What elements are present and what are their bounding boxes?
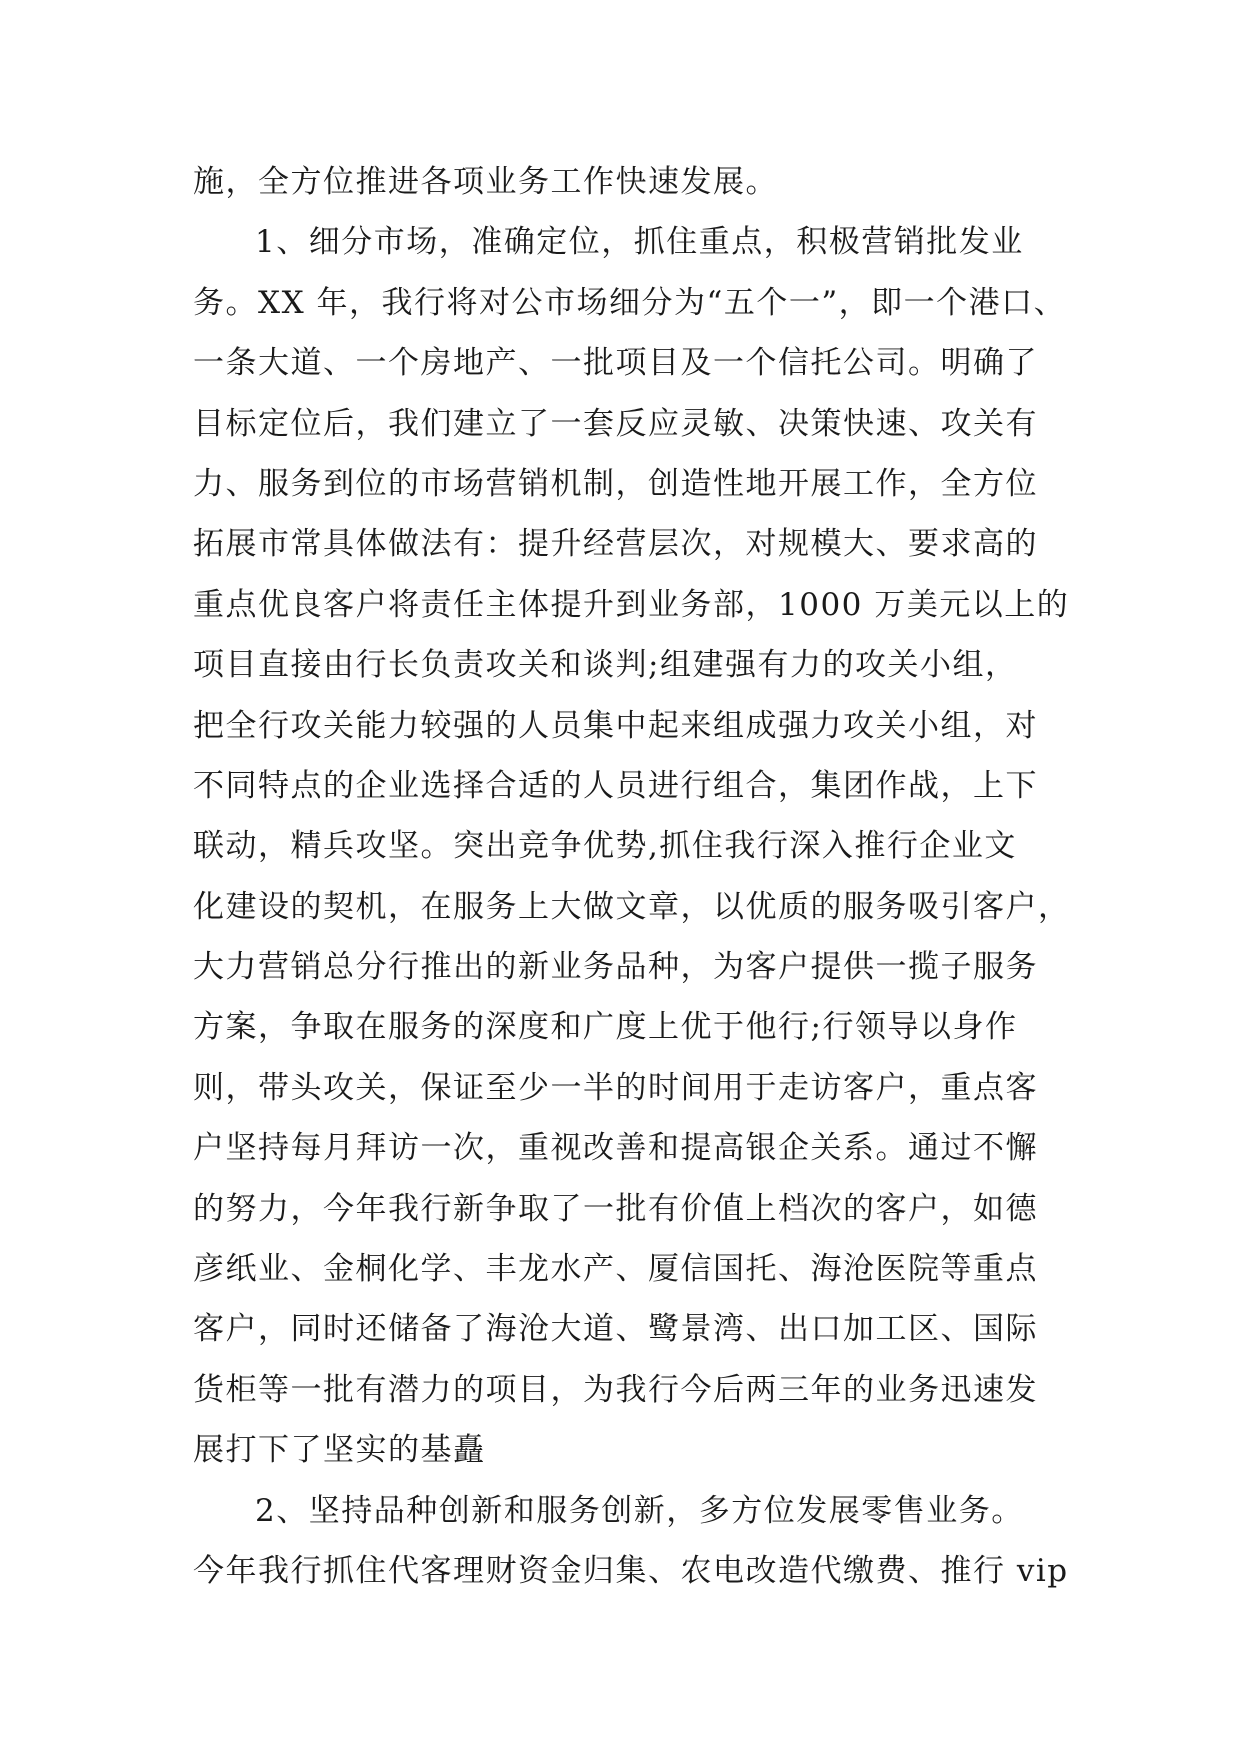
body-text [193,152,1073,1601]
text-line: 把全行攻关能力较强的人员集中起来组成强力攻关小组，对 [193,707,1038,744]
text-line: 力、服务到位的市场营销机制，创造性地开展工作，全方位 [193,465,1038,502]
text-line: 大力营销总分行推出的新业务品种，为客户提供一揽子服务 [193,949,1038,986]
text-line: 施，全方位推进各项业务工作快速发展。 [193,164,778,200]
text-line: 货柜等一批有潜力的项目，为我行今后两三年的业务迅速发 [193,1371,1038,1408]
text-line: 不同特点的企业选择合适的人员进行组合，集团作战，上下 [193,767,1038,804]
text-line: 方案，争取在服务的深度和广度上优于他行;行领导以身作 [193,1009,1018,1046]
text-line: 项目直接由行长负责攻关和谈判;组建强有力的攻关小组， [193,647,1018,684]
text-line: 化建设的契机，在服务上大做文章，以优质的服务吸引客户， [193,888,1071,925]
text-line: 彦纸业、金桐化学、丰龙水产、厦信国托、海沧医院等重点 [193,1251,1038,1288]
text-line: 目标定位后，我们建立了一套反应灵敏、决策快速、攻关有 [193,405,1038,442]
text-line: 拓展市常具体做法有：提升经营层次，对规模大、要求高的 [193,526,1038,563]
text-line: 2、坚持品种创新和服务创新，多方位发展零售业务。 [255,1492,1024,1529]
text-line: 客户，同时还储备了海沧大道、鹭景湾、出口加工区、国际 [193,1311,1038,1348]
text-line: 今年我行抓住代客理财资金归集、农电改造代缴费、推行 vip [193,1552,1069,1589]
text-line: 则，带头攻关，保证至少一半的时间用于走访客户，重点客 [193,1069,1038,1106]
text-line: 务。XX 年，我行将对公市场细分为“五个一”，即一个港口、 [193,284,1067,321]
text-line: 的努力，今年我行新争取了一批有价值上档次的客户，如德 [193,1190,1038,1227]
text-line: 一条大道、一个房地产、一批项目及一个信托公司。明确了 [193,345,1038,382]
text-line: 联动，精兵攻坚。突出竞争优势,抓住我行深入推行企业文 [193,828,1017,865]
text-line: 户坚持每月拜访一次，重视改善和提高银企关系。通过不懈 [193,1130,1038,1167]
text-line: 1、细分市场，准确定位，抓住重点，积极营销批发业 [255,224,1024,261]
text-line: 展打下了坚实的基矗 [193,1432,486,1469]
text-line: 重点优良客户将责任主体提升到业务部，1000 万美元以上的 [193,586,1070,623]
